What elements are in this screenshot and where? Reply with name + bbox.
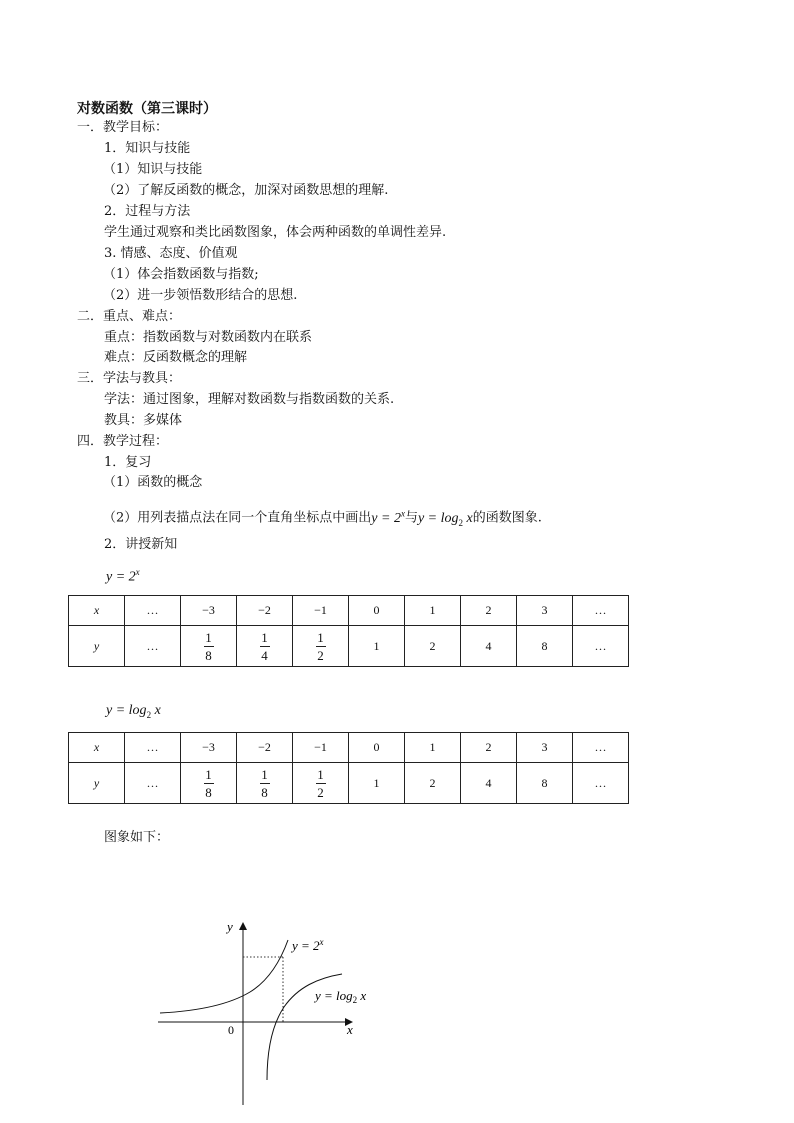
origin-label: 0: [228, 1023, 234, 1037]
table-cell: …: [573, 626, 629, 667]
table-cell: 1: [405, 596, 461, 626]
table-cell: …: [573, 763, 629, 804]
table-cell: 1: [349, 626, 405, 667]
fraction: $\frac{1}{4}$: [261, 629, 268, 663]
table-cell: −1: [293, 733, 349, 763]
page-title: 对数函数（第三课时）: [77, 101, 217, 117]
item-1-3a: （1）体会指数函数与指数;: [103, 267, 259, 282]
table-cell: 3: [517, 733, 573, 763]
item-4-1a: （1）函数的概念: [103, 475, 203, 490]
table-cell: 2: [405, 763, 461, 804]
table-row-x: [69, 733, 629, 763]
table-cell: …: [125, 733, 181, 763]
item-4-1b-mid: 与: [404, 510, 418, 526]
y-axis-label: y: [227, 919, 233, 934]
table-cell: …: [125, 596, 181, 626]
table-cell: [181, 626, 237, 667]
table1-caption: $y = 2^x$: [106, 567, 140, 585]
table-cell: x: [69, 596, 125, 626]
item-4-2: 2．讲授新知: [104, 537, 178, 552]
function-graph: [150, 910, 390, 1110]
table-cell: …: [125, 626, 181, 667]
item-1-3b: （2）进一步领悟数形结合的思想.: [103, 288, 298, 303]
table-row-y: [69, 626, 629, 667]
exp-curve: [160, 940, 288, 1013]
table-cell: 1: [349, 763, 405, 804]
formula-log: $y = \log_2 x$: [417, 510, 473, 528]
table2-caption: $y = \log_2 x$: [106, 703, 161, 720]
item-1-1b: （2）了解反函数的概念，加深对函数思想的理解.: [103, 183, 389, 198]
table-cell: [181, 763, 237, 804]
item-2b: 难点：反函数概念的理解: [104, 350, 248, 365]
table-cell: 0: [349, 596, 405, 626]
table-cell: 2: [461, 596, 517, 626]
table-log-values: [68, 732, 629, 804]
table-cell: −3: [181, 733, 237, 763]
table-cell: …: [573, 733, 629, 763]
item-3a: 学法：通过图象，理解对数函数与指数函数的关系.: [104, 392, 395, 407]
item-4-1: 1．复习: [104, 455, 152, 470]
formula-exp: $y = 2^x$: [371, 508, 405, 526]
table-cell: −2: [237, 733, 293, 763]
table-cell: 8: [517, 763, 573, 804]
curve2-label: $y = \log_2 x$: [315, 988, 367, 1005]
fraction: $\frac{1}{8}$: [261, 766, 268, 800]
item-1-2: 2．过程与方法: [104, 204, 191, 219]
section-3-heading: 三．学法与教具：: [77, 371, 182, 386]
item-1-2a: 学生通过观察和类比函数图象，体会两种函数的单调性差异.: [104, 225, 447, 240]
item-4-1b: [103, 505, 542, 530]
table-cell: −3: [181, 596, 237, 626]
table-cell: 3: [517, 596, 573, 626]
table-row-x: [69, 596, 629, 626]
table-cell: 4: [461, 626, 517, 667]
table-cell: …: [573, 596, 629, 626]
curve1-label: $y = 2^x$: [292, 937, 324, 953]
table-cell: −1: [293, 596, 349, 626]
table-cell: 1: [405, 733, 461, 763]
table-cell: 2: [405, 626, 461, 667]
fraction: $\frac{1}{8}$: [205, 629, 212, 663]
fraction: $\frac{1}{2}$: [317, 766, 324, 800]
section-2-heading: 二．重点、难点：: [77, 309, 182, 324]
table-cell: [237, 626, 293, 667]
fraction: $\frac{1}{2}$: [317, 629, 324, 663]
table-cell: …: [125, 763, 181, 804]
table-cell: 4: [461, 763, 517, 804]
item-1-3: 3. 情感、态度、价值观: [104, 246, 238, 261]
table-cell: 0: [349, 733, 405, 763]
section-4-heading: 四．教学过程：: [77, 434, 169, 449]
fraction: $\frac{1}{8}$: [205, 766, 212, 800]
item-4-1b-pre: （2）用列表描点法在同一个直角坐标点中画出: [103, 510, 372, 526]
table-cell: [293, 763, 349, 804]
table-exp-values: [68, 595, 629, 667]
item-1-1: 1．知识与技能: [104, 141, 191, 156]
table-cell: x: [69, 733, 125, 763]
table-cell: −2: [237, 596, 293, 626]
table-cell: 8: [517, 626, 573, 667]
item-3b: 教具：多媒体: [104, 413, 183, 428]
table-cell: y: [69, 763, 125, 804]
table-cell: y: [69, 626, 125, 667]
table-cell: 2: [461, 733, 517, 763]
item-2a: 重点：指数函数与对数函数内在联系: [104, 330, 313, 345]
table-cell: [237, 763, 293, 804]
section-1-heading: 一．教学目标：: [77, 120, 169, 135]
item-1-1a: （1）知识与技能: [103, 162, 203, 177]
item-4-1b-post: 的函数图象.: [472, 510, 542, 526]
table-cell: [293, 626, 349, 667]
table-row-y: [69, 763, 629, 804]
graph-caption: 图象如下：: [104, 830, 170, 845]
x-axis-label: x: [347, 1022, 353, 1037]
